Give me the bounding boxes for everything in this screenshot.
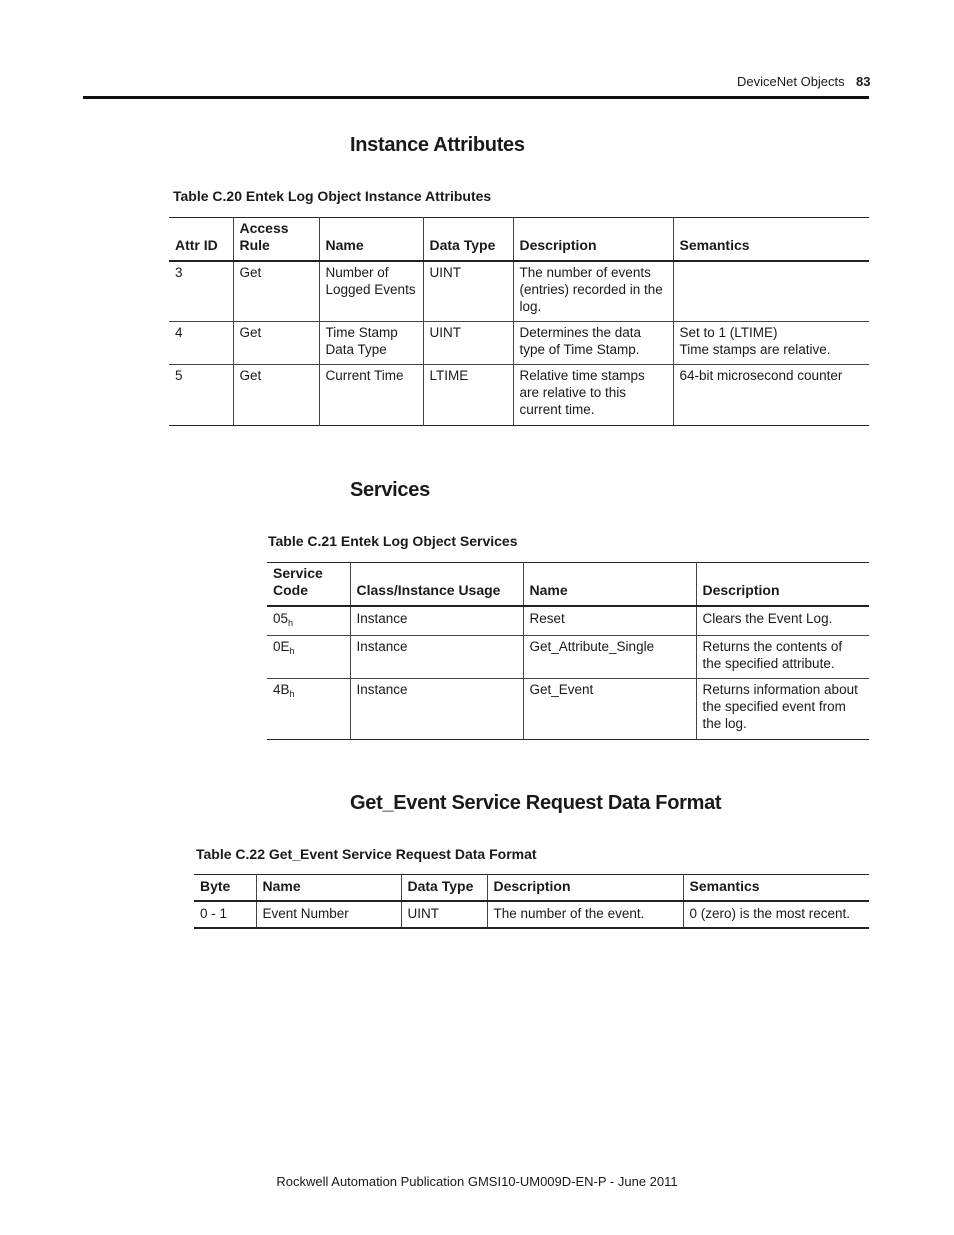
table-cell: UINT	[401, 901, 487, 928]
table-cell: 0 (zero) is the most recent.	[683, 901, 869, 928]
publication-footer: Rockwell Automation Publication GMSI10-UM009D-EN-P - June 2011	[276, 1174, 678, 1189]
table-cell: The number of the event.	[487, 901, 683, 928]
table-caption-c20: Table C.20 Entek Log Object Instance Attributes	[173, 188, 492, 204]
table-cell: Event Number	[256, 901, 401, 928]
table-cell: 4	[175, 325, 183, 340]
table-cell: Number of Logged Events	[319, 261, 423, 322]
table-row	[194, 901, 869, 928]
get-event-format-table	[194, 874, 869, 929]
column-header: Service Code	[273, 564, 323, 598]
table-cell: The number of events (entries) recorded in the log.	[513, 261, 673, 322]
table-cell: 0 - 1	[200, 905, 228, 921]
table-cell: Current Time	[319, 365, 423, 426]
table-cell: Time Stamp Data Type	[319, 322, 423, 365]
instance-attributes-table	[169, 217, 869, 426]
table-row	[267, 636, 869, 679]
table-cell: UINT	[423, 261, 513, 322]
column-header: Description	[487, 875, 683, 901]
table-cell: Reset	[523, 606, 696, 636]
table-row	[169, 365, 869, 426]
table-cell: Determines the data type of Time Stamp.	[513, 322, 673, 365]
table-cell: Get_Attribute_Single	[523, 636, 696, 679]
table-cell: Get	[233, 322, 319, 365]
header-rule	[83, 96, 869, 99]
table-row	[267, 606, 869, 636]
table-cell: Clears the Event Log.	[696, 606, 869, 636]
table-cell: 5	[175, 368, 183, 383]
table-caption-c22: Table C.22 Get_Event Service Request Data Format	[196, 846, 537, 862]
service-code-cell: $05_h$	[273, 610, 294, 628]
column-header: Name	[256, 875, 401, 901]
table-row	[267, 679, 869, 740]
table-header-row	[169, 218, 869, 261]
table-cell: 3	[175, 264, 183, 280]
table-cell: Instance	[350, 606, 523, 636]
column-header: Name	[319, 218, 423, 261]
table-cell: Set to 1 (LTIME) Time stamps are relative.	[673, 322, 869, 365]
table-cell	[673, 261, 869, 322]
table-cell: Returns information about the specified event from the log.	[696, 679, 869, 740]
section-heading-instance-attributes: Instance Attributes	[350, 134, 525, 156]
column-header: Class/Instance Usage	[350, 563, 523, 606]
column-header: Description	[696, 563, 869, 606]
table-cell: Get_Event	[523, 679, 696, 740]
page-number: 83	[856, 74, 871, 89]
column-header: Semantics	[683, 875, 869, 901]
table-row	[169, 322, 869, 365]
column-header: Description	[513, 218, 673, 261]
table-cell: Instance	[350, 636, 523, 679]
table-cell: Returns the contents of the specified attribute.	[696, 636, 869, 679]
column-header: Name	[523, 563, 696, 606]
services-table	[267, 562, 869, 740]
running-header-title: DeviceNet Objects	[737, 74, 845, 89]
column-header: Byte	[200, 877, 231, 894]
column-header: Attr ID	[175, 236, 218, 253]
section-heading-get-event-format: Get_Event Service Request Data Format	[350, 792, 722, 814]
column-header: Data Type	[423, 218, 513, 261]
column-header: Data Type	[401, 875, 487, 901]
table-cell: Relative time stamps are relative to this current time.	[513, 365, 673, 426]
table-cell: Get	[233, 261, 319, 322]
table-caption-c21: Table C.21 Entek Log Object Services	[268, 533, 518, 549]
service-code-cell: $4B_h$	[273, 682, 295, 699]
column-header: Semantics	[673, 218, 869, 261]
table-row	[169, 261, 869, 322]
section-heading-services: Services	[350, 479, 430, 501]
table-header-row	[267, 563, 869, 606]
table-cell: Instance	[350, 679, 523, 740]
table-header-row	[194, 875, 869, 901]
table-cell: Get	[233, 365, 319, 426]
table-cell: 64-bit microsecond counter	[673, 365, 869, 426]
table-cell: UINT	[423, 322, 513, 365]
table-cell: LTIME	[423, 365, 513, 426]
service-code-cell: $0E_h$	[273, 639, 295, 656]
column-header: Access Rule	[233, 218, 319, 261]
